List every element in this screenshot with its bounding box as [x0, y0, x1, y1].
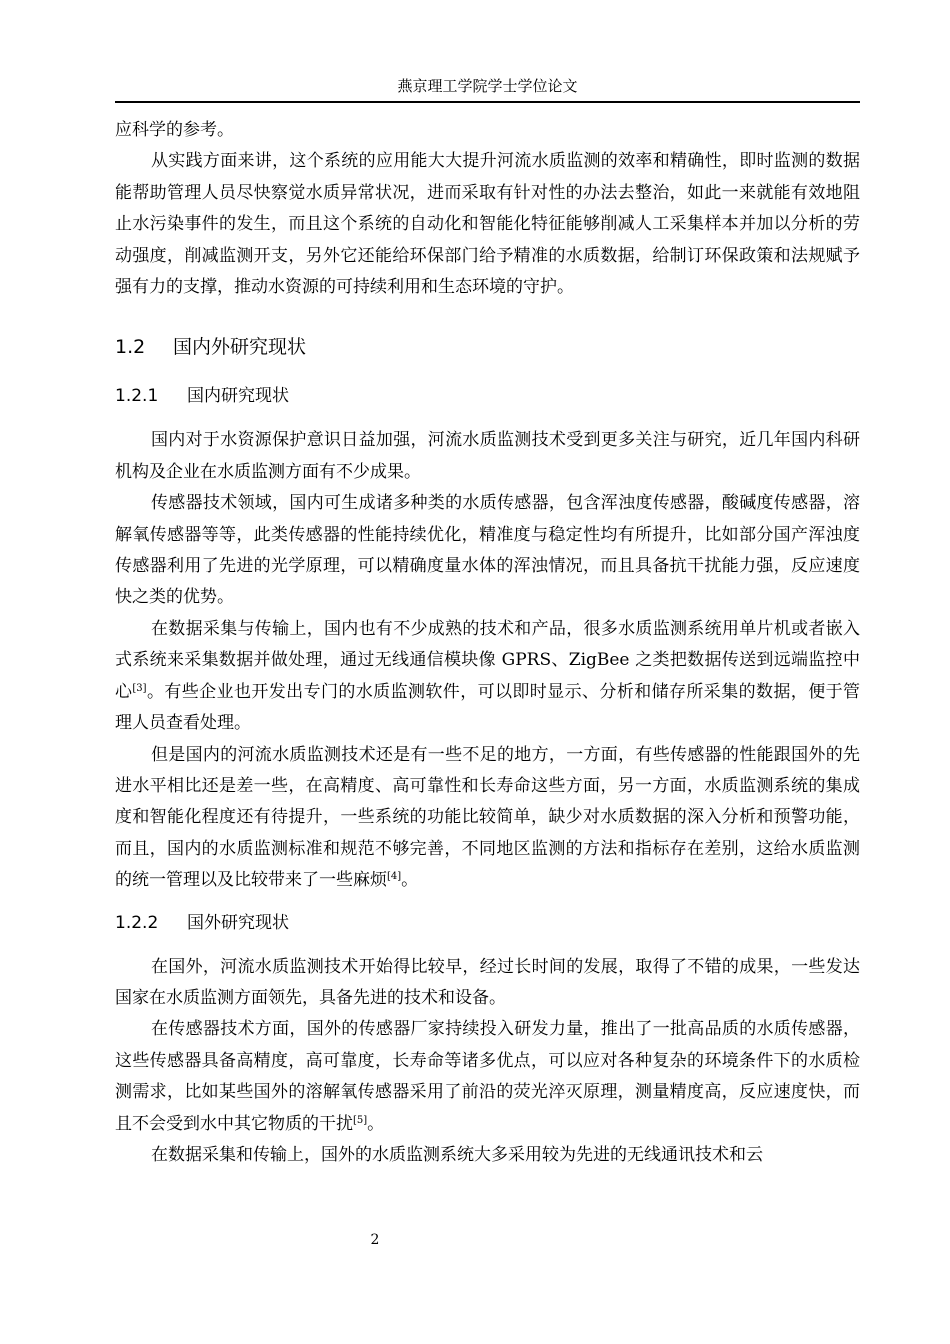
paragraph-text: 在数据采集与传输上，国内也有不少成熟的技术和产品，很多水质监测系统用单片机或者嵌入式系统来采集数据并做处理，通过无线通信模块像 GPRS、ZigBee 之类把数据传送到远端监控中心	[115, 618, 860, 702]
section-heading-1-2	[115, 332, 860, 362]
section-title: 国外研究现状	[187, 912, 289, 933]
section-heading-1-2-2	[115, 909, 860, 937]
section-title: 国内外研究现状	[173, 336, 307, 359]
page-body	[115, 115, 860, 1171]
citation-ref: [3]	[132, 682, 147, 694]
paragraph-foreign-data-transmission: 在数据采集和传输上，国外的水质监测系统大多采用较为先进的无线通讯技术和云	[151, 1144, 763, 1165]
paragraph-domestic-data-transmission	[115, 614, 860, 740]
section-heading-1-2-1	[115, 382, 860, 410]
citation-ref: [5]	[353, 1114, 368, 1126]
section-number: 1.2.2	[115, 912, 159, 933]
paragraph-text: 。	[367, 1113, 385, 1134]
section-number: 1.2	[115, 336, 146, 359]
paragraph-foreign-intro: 在国外，河流水质监测技术开始得比较早，经过长时间的发展，取得了不错的成果，一些发达国家在水质监测方面领先，具备先进的技术和设备。	[115, 956, 860, 1008]
paragraph-text: 。	[401, 870, 419, 891]
section-number: 1.2.1	[115, 386, 159, 407]
paragraph-continuation: 应科学的参考。	[115, 120, 234, 140]
paragraph-domestic-shortcomings	[115, 740, 860, 897]
citation-ref: [4]	[387, 871, 402, 883]
paragraph-text: 在传感器技术方面，国外的传感器厂家持续投入研发力量，推出了一批高品质的水质传感器，这些传感器具备高精度，高可靠度，长寿命等诸多优点，可以应对各种复杂的环境条件下的水质检测需求，比如某些国外的溶解氧传感器采用了前沿的荧光淬灭原理，测量精度高，反应速度快，而且不会受到水中其它物质的干扰	[115, 1019, 860, 1134]
paragraph-text: 。有些企业也开发出专门的水质监测软件，可以即时显示、分析和储存所采集的数据，便于管理人员查看处理。	[115, 681, 861, 734]
page-header	[115, 75, 860, 103]
paragraph-domestic-sensors: 传感器技术领域，国内可生成诸多种类的水质传感器，包含浑浊度传感器，酸碱度传感器，溶解氧传感器等等，此类传感器的性能持续优化，精准度与稳定性均有所提升，比如部分国产浑浊度传感器利用了先进的光学原理，可以精确度量水体的浑浊情况，而且具备抗干扰能力强，反应速度快之类的优势。	[115, 493, 860, 608]
paragraph-foreign-sensors	[115, 1014, 860, 1140]
section-title: 国内研究现状	[187, 386, 289, 407]
page-number: 2	[370, 1232, 380, 1248]
paragraph-domestic-intro: 国内对于水资源保护意识日益加强，河流水质监测技术受到更多关注与研究，近几年国内科研机构及企业在水质监测方面有不少成果。	[115, 430, 860, 482]
paragraph-text: 但是国内的河流水质监测技术还是有一些不足的地方，一方面，有些传感器的性能跟国外的先进水平相比还是差一些，在高精度、高可靠性和长寿命这些方面，另一方面，水质监测系统的集成度和智能化程度还有待提升，一些系统的功能比较简单，缺少对水质数据的深入分析和预警功能，而且，国内的水质监测标准和规范不够完善，不同地区监测的方法和指标存在差别，这给水质监测的统一管理以及比较带来了一些麻烦	[115, 744, 860, 891]
paragraph-practical-significance: 从实践方面来讲，这个系统的应用能大大提升河流水质监测的效率和精确性，即时监测的数据能帮助管理人员尽快察觉水质异常状况，进而采取有针对性的办法去整治，如此一来就能有效地阻止水污染事件的发生，而且这个系统的自动化和智能化特征能够削减人工采集样本并加以分析的劳动强度，削减监测开支，另外它还能给环保部门给予精准的水质数据，给制订环保政策和法规赋予强有力的支撑，推动水资源的可持续利用和生态环境的守护。	[115, 151, 860, 298]
header-title: 燕京理工学院学士学位论文	[397, 77, 578, 95]
